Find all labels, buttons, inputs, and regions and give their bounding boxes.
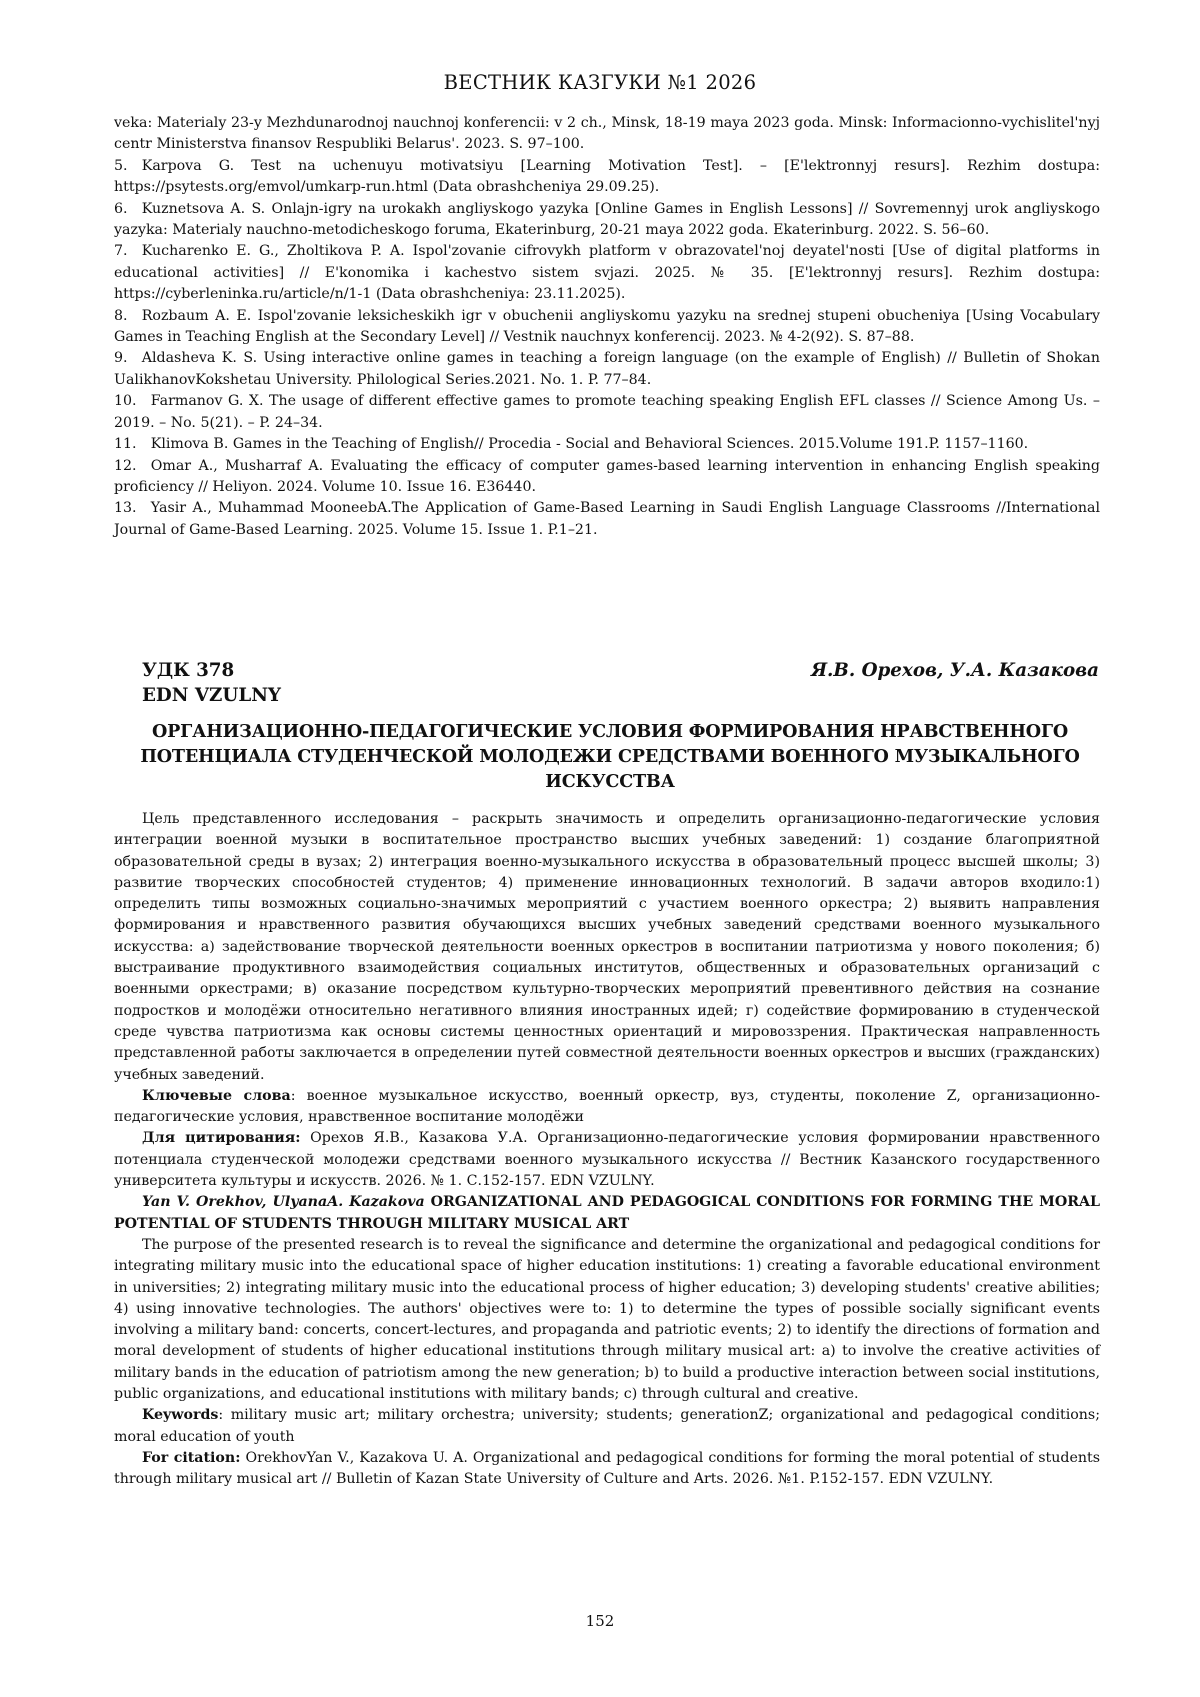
citation-en-text: OrekhovYan V., Kazakova U. A. Organizational and pedagogical conditions for forming the moral potential of students through military musical art // Bulletin of Kazan State University of Culture and Arts. 2026. №1. P.152-157. EDN VZULNY. xyxy=(114,1449,1100,1488)
citation-ru-label: Для цитирования: xyxy=(142,1130,301,1147)
keywords-en-text: : military music art; military orchestra; university; students; generationZ; organizational and pedagogical conditions; moral education of youth xyxy=(114,1407,1100,1445)
keywords-ru-label: Ключевые слова xyxy=(142,1087,291,1104)
reference-item: 13. Yasir A., Muhammad MooneebA.The Application of Game-Based Learning in Saudi English Language Classrooms //International Journal of Game-Based Learning. 2025. Volume 15. Issue 1. P.1–21. xyxy=(114,500,1100,538)
reference-item: 10. Farmanov G. X. The usage of different effective games to promote teaching speaking English EFL classes // Science Among Us. – 2019. – No. 5(21). – P. 24–34. xyxy=(114,393,1100,431)
keywords-en-label: Keywords xyxy=(142,1407,219,1424)
reference-item: 12. Omar A., Musharraf A. Evaluating the efficacy of computer games-based learning intervention in enhancing English speaking proficiency // Heliyon. 2024. Volume 10. Issue 16. E36440. xyxy=(114,457,1100,495)
keywords-en xyxy=(114,1405,1100,1448)
article-authors: Я.В. Орехов, У.А. Казакова xyxy=(810,660,1099,681)
keywords-ru xyxy=(114,1086,1100,1129)
title-en-text: ORGANIZATIONAL AND PEDAGOGICAL CONDITIONS FOR FORMING THE MORAL POTENTIAL OF STUDENTS THROUGH MILITARY MUSICAL ART xyxy=(114,1194,1101,1232)
citation-ru xyxy=(114,1128,1100,1192)
abstract-ru: Цель представленного исследования – раскрыть значимость и определить организационно-педагогические условия интеграции военной музыки в воспитательное пространство высших учебных заведений: 1) создание благоприятной образовательной среды в вузах; 2) интеграция военно-музыкального искусства в образовательный процесс высшей школы; 3) развитие творческих способностей студентов; 4) применение инновационных технологий. В задачи авторов входило:1) определить типы возможных социально-значимых мероприятий с участием военного оркестра; 2) выявить направления формирования и нравственного развития обучающихся высших учебных заведений средствами военного музыкального искусства: а) задействование творческой деятельности военных оркестров в воспитании патриотизма у нового поколения; б) выстраивание продуктивного взаимодействия социальных институтов, общественных и образовательных организаций с военными оркестрами; в) оказание посредством культурно-творческих мероприятий превентивного действия на сознание подростков и молодёжи относительно негативного влияния иностранных идей; г) содействие формированию в студенческой среде чувства патриотизма как основы системы ценностных ориентаций и мировоззрения. Практическая направленность представленной работы заключается в определении путей совместной деятельности военных оркестров и высших (гражданских) учебных заведений. xyxy=(114,811,1100,1083)
reference-item: veka: Materialy 23-y Mezhdunarodnoj nauchnoj konferencii: v 2 ch., Minsk, 18-19 maya 2023 goda. Minsk: Informacionno-vychislitel'nyj centr Ministerstva finansov Respubliki Belarus'. 2023. S. 97–100. xyxy=(114,115,1100,153)
citation-en xyxy=(114,1448,1100,1491)
citation-ru-text: Орехов Я.В., Казакова У.А. Организационно-педагогические условия формировании нравственного потенциала студенческой молодежи средствами военного музыкального искусства // Вестник Казанского государственного университета культуры и искусств. 2026. № 1. С.152-157. EDN VZULNY. xyxy=(114,1130,1100,1190)
reference-item: 9. Aldasheva K. S. Using interactive online games in teaching a foreign language (on the example of English) // Bulletin of Shokan UalikhanovKokshetau University. Philological Series.2021. No. 1. P. 77–84. xyxy=(114,350,1100,388)
article-identifiers xyxy=(142,658,281,708)
page-number: 152 xyxy=(585,1612,615,1630)
keywords-ru-text: : военное музыкальное искусство, военный оркестр, вуз, студенты, поколение Z, организационно-педагогические условия, нравственное воспитание молодёжи xyxy=(114,1087,1100,1126)
reference-list xyxy=(114,113,1100,541)
reference-item: 5. Karpova G. Test na uchenuyu motivatsiyu [Learning Motivation Test]. – [E'lektronnyj resurs]. Rezhim dostupa: https://psytests.org/emvol/umkarp-run.html (Data obrashcheniya 29.09.25). xyxy=(114,157,1100,196)
article-body xyxy=(114,809,1100,1491)
abstract-en: The purpose of the presented research is to reveal the significance and determine the organizational and pedagogical conditions for integrating military music into the educational space of higher education institutions: 1) creating a favorable educational environment in universities; 2) integrating military music into the educational process of higher education; 3) developing students' creative abilities; 4) using innovative technologies. The authors' objectives were to: 1) to determine the types of possible socially significant events involving a military band: concerts, concert-lectures, and propaganda and patriotic events; 2) to identify the directions of formation and moral development of students of higher educational institutions through military musical art: a) to involve the creative activities of military bands in the education of patriotism among the new generation; b) to build a productive interaction between social institutions, public organizations, and educational institutions with military bands; c) through cultural and creative. xyxy=(114,1236,1100,1403)
edn-code: EDN VZULNY xyxy=(142,685,281,706)
article-title-ru: ОРГАНИЗАЦИОННО-ПЕДАГОГИЧЕСКИЕ УСЛОВИЯ ФОРМИРОВАНИЯ НРАВСТВЕННОГО ПОТЕНЦИАЛА СТУДЕНЧЕСКОЙ МОЛОДЕЖИ СРЕДСТВАМИ ВОЕННОГО МУЗЫКАЛЬНОГО ИСКУССТВА xyxy=(140,721,1080,792)
reference-item: 6. Kuznetsova A. S. Onlajn-igry na urokakh angliyskogo yazyka [Online Games in English Lessons] // Sovremennyj urok angliyskogo yazyka: Materialy nauchno-metodicheskogo foruma, Ekaterinburg, 20-21 maya 2022 goda. Ekaterinburg. 2022. S. 56–60. xyxy=(114,200,1100,239)
reference-item: 7. Kucharenko E. G., Zholtikova P. A. Ispol'zovanie cifrovykh platform v obrazovatel'noj deyatel'nosti [Use of digital platforms in educational activities] // E'konomika i kachestvo sistem svjazi. 2025. № 35. [E'lektronnyj resurs]. Rezhim dostupa: https://cyberleninka.ru/article/n/1-1 (Data obrashcheniya: 23.11.2025). xyxy=(114,243,1100,303)
reference-item: 11. Klimova B. Games in the Teaching of English// Procedia - Social and Behavioral Sciences. 2015.Volume 191.P. 1157–1160. xyxy=(114,436,1029,453)
udk-code: УДК 378 xyxy=(142,660,235,681)
citation-en-label: For citation: xyxy=(142,1449,241,1466)
journal-header: ВЕСТНИК КАЗГУКИ №1 2026 xyxy=(443,71,757,94)
reference-item: 8. Rozbaum A. E. Ispol'zovanie leksicheskikh igr v obuchenii angliyskomu yazyku na srednej stupeni obucheniya [Using Vocabulary Games in Teaching English at the Secondary Level] // Vestnik nauchnyx konferencij. 2023. № 4-2(92). S. 87–88. xyxy=(114,307,1100,346)
authors-en: Yan V. Orekhov, UlyanaA. Kazakova xyxy=(142,1194,425,1211)
article-title-en xyxy=(114,1192,1100,1235)
